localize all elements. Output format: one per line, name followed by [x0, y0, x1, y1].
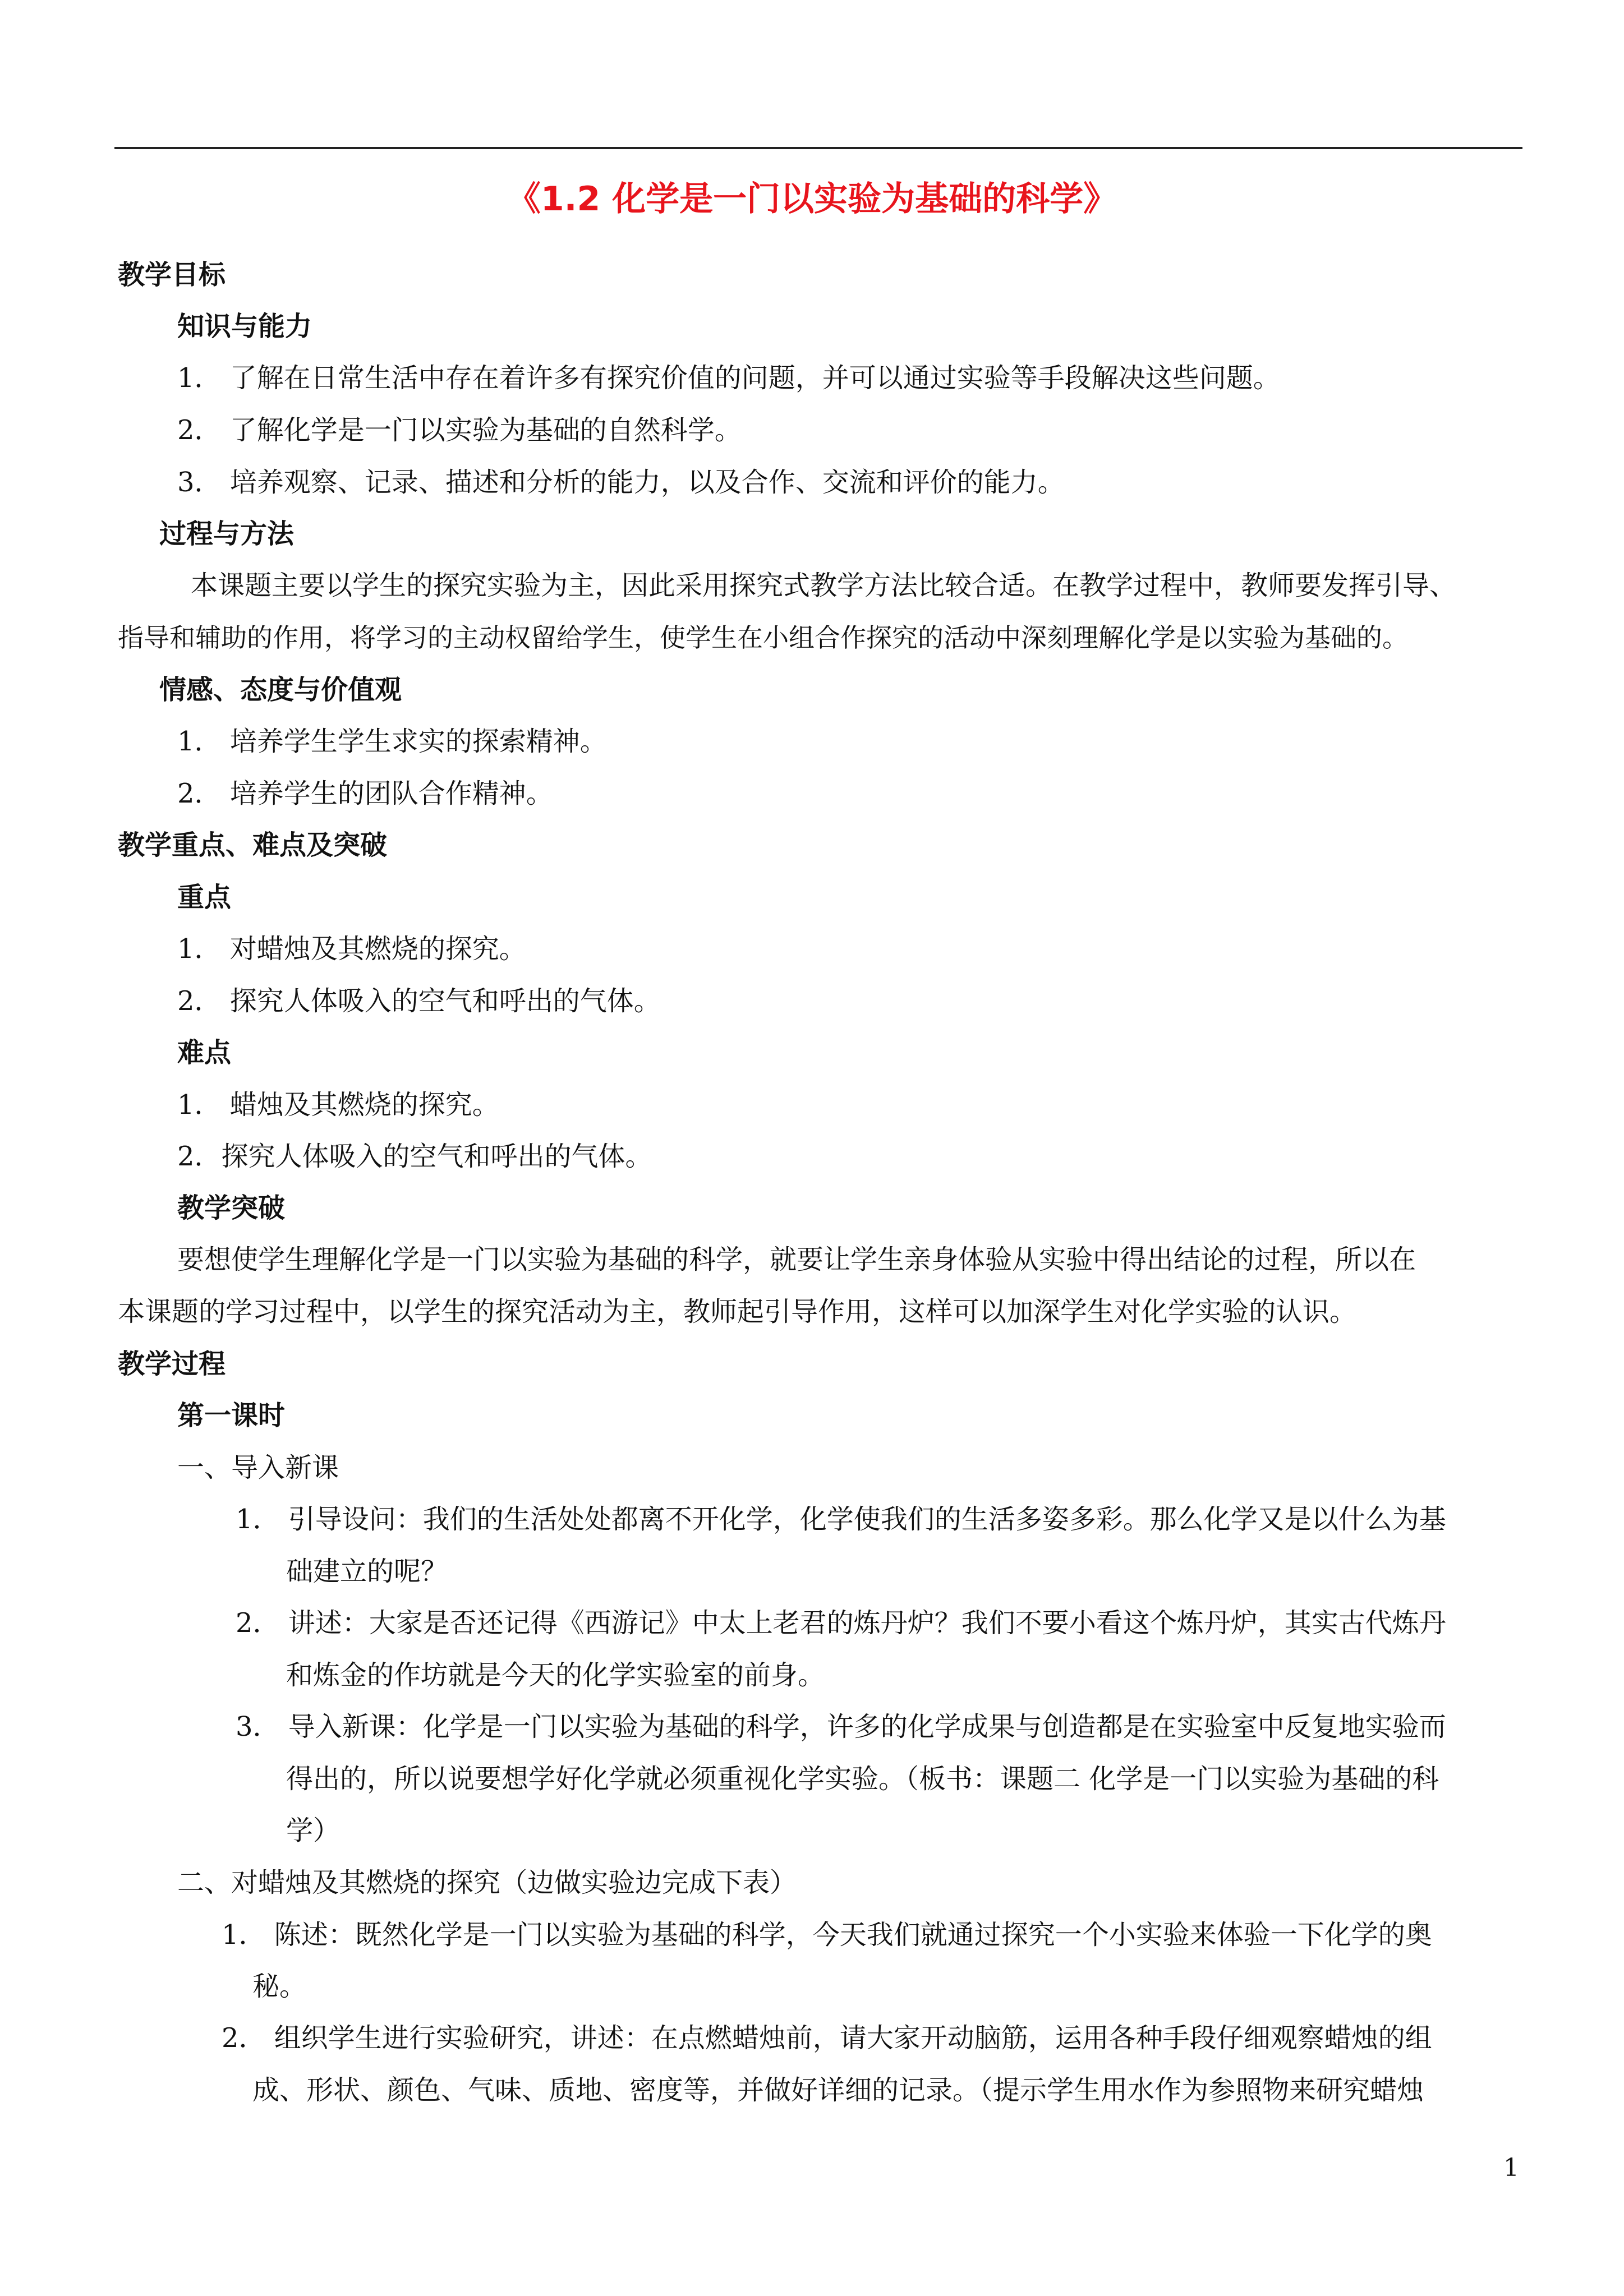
paragraph-line: 二、对蜡烛及其燃烧的探究（边做实验边完成下表）: [177, 1867, 797, 1898]
header-rule: [114, 147, 1522, 149]
paragraph-line: 本课题主要以学生的探究实验为主，因此采用探究式教学方法比较合适。在教学过程中，教师要发挥引导、: [191, 570, 1457, 601]
heading-teaching-process: 教学过程: [118, 1348, 226, 1380]
paragraph-line: 和炼金的作坊就是今天的化学实验室的前身。: [286, 1659, 825, 1691]
paragraph-line: 3． 培养观察、记录、描述和分析的能力，以及合作、交流和评价的能力。: [177, 467, 1065, 498]
paragraph-line: 2． 了解化学是一门以实验为基础的自然科学。: [177, 414, 742, 446]
subheading-process: 过程与方法: [159, 518, 295, 550]
document-title: 《1.2 化学是一门以实验为基础的科学》: [507, 179, 1117, 219]
paragraph-line: 1． 陈述：既然化学是一门以实验为基础的科学，今天我们就通过探究一个小实验来体验一下化学的奥: [222, 1919, 1432, 1951]
subheading-breakthrough: 教学突破: [177, 1192, 286, 1224]
subheading-knowledge: 知识与能力: [177, 311, 312, 342]
paragraph-line: 3． 导入新课：化学是一门以实验为基础的科学，许多的化学成果与创造都是在实验室中反复地实验而: [236, 1711, 1446, 1742]
paragraph-line: 2．探究人体吸入的空气和呼出的气体。: [177, 1141, 652, 1172]
paragraph-line: 1． 培养学生学生求实的探索精神。: [177, 726, 607, 757]
subheading-first-lesson: 第一课时: [177, 1400, 286, 1431]
paragraph-line: 成、形状、颜色、气味、质地、密度等，并做好详细的记录。（提示学生用水作为参照物来研究蜡烛: [252, 2074, 1424, 2106]
paragraph-line: 学）: [286, 1815, 341, 1846]
paragraph-line: 2． 讲述：大家是否还记得《西游记》中太上老君的炼丹炉？我们不要小看这个炼丹炉，其实古代炼丹: [236, 1607, 1446, 1639]
subheading-difficulty: 难点: [177, 1037, 232, 1068]
subheading-focus: 重点: [177, 882, 232, 913]
paragraph-line: 本课题的学习过程中，以学生的探究活动为主，教师起引导作用，这样可以加深学生对化学实验的认识。: [118, 1296, 1357, 1327]
paragraph-line: 础建立的呢？: [286, 1556, 448, 1587]
paragraph-line: 指导和辅助的作用，将学习的主动权留给学生，使学生在小组合作探究的活动中深刻理解化学是以实验为基础的。: [118, 623, 1408, 653]
paragraph-line: 秘。: [252, 1971, 307, 2002]
paragraph-line: 1． 了解在日常生活中存在着许多有探究价值的问题，并可以通过实验等手段解决这些问题。: [177, 362, 1280, 394]
heading-key-points: 教学重点、难点及突破: [118, 829, 388, 861]
subheading-attitude: 情感、态度与价值观: [159, 674, 402, 706]
paragraph-line: 2． 探究人体吸入的空气和呼出的气体。: [177, 985, 661, 1017]
heading-teaching-goals: 教学目标: [118, 259, 226, 291]
paragraph-line: 2． 组织学生进行实验研究，讲述：在点燃蜡烛前，请大家开动脑筋，运用各种手段仔细观察蜡烛的组: [222, 2022, 1432, 2054]
paragraph-line: 要想使学生理解化学是一门以实验为基础的科学，就要让学生亲身体验从实验中得出结论的过程，所以在: [177, 1244, 1416, 1275]
paragraph-line: 1． 蜡烛及其燃烧的探究。: [177, 1089, 499, 1121]
paragraph-line: 1． 对蜡烛及其燃烧的探究。: [177, 933, 526, 965]
page-number: 1: [1503, 2154, 1519, 2182]
paragraph-line: 2． 培养学生的团队合作精神。: [177, 778, 553, 809]
paragraph-line: 1． 引导设问：我们的生活处处都离不开化学，化学使我们的生活多姿多彩。那么化学又是以什么为基: [236, 1504, 1446, 1535]
paragraph-line: 得出的，所以说要想学好化学就必须重视化学实验。（板书：课题二 化学是一门以实验为基础的科: [286, 1763, 1439, 1795]
paragraph-line: 一、导入新课: [177, 1452, 339, 1483]
